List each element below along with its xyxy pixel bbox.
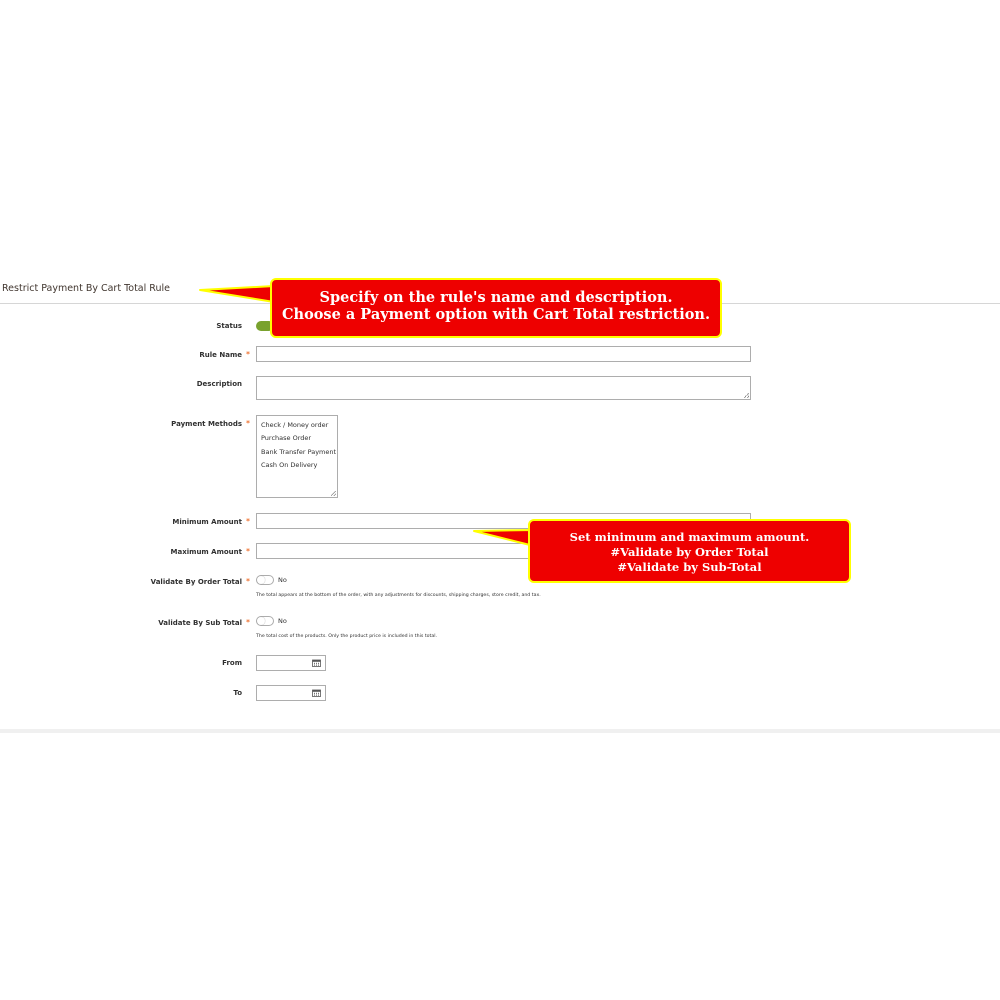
validate-order-total-state: No	[278, 576, 287, 584]
required-marker: *	[246, 350, 250, 359]
maximum-amount-label: Maximum Amount *	[170, 547, 250, 556]
validate-order-total-toggle[interactable]	[256, 575, 274, 585]
description-textarea[interactable]	[256, 376, 751, 400]
description-label: Description	[196, 380, 242, 388]
validate-sub-total-label: Validate By Sub Total *	[158, 618, 250, 627]
annotation-callout-bottom	[528, 519, 851, 583]
callout-bottom-pointer	[470, 524, 536, 558]
status-label: Status	[216, 322, 242, 330]
section-title: Restrict Payment By Cart Total Rule	[2, 283, 170, 294]
required-marker: *	[246, 577, 250, 586]
validate-order-total-note: The total appears at the bottom of the order, with any adjustments for discounts, shipping charges, store credit, and tax.	[256, 593, 541, 598]
callout-bottom-line-2: #Validate by Order Total	[610, 545, 769, 559]
from-label: From	[222, 659, 242, 667]
callout-bottom-line-1: Set minimum and maximum amount.	[569, 530, 810, 544]
annotation-callout-top	[270, 278, 722, 338]
section-footer-divider	[0, 729, 1000, 733]
required-marker: *	[246, 517, 250, 526]
calendar-icon[interactable]	[312, 689, 321, 697]
required-marker: *	[246, 618, 250, 627]
callout-top-pointer	[196, 280, 276, 310]
callout-bottom-line-3: #Validate by Sub-Total	[617, 560, 762, 574]
payment-methods-multiselect[interactable]	[256, 415, 338, 498]
validate-order-total-label: Validate By Order Total *	[150, 577, 250, 586]
payment-option-cash-on-delivery[interactable]: Cash On Delivery	[261, 460, 318, 469]
calendar-icon[interactable]	[312, 659, 321, 667]
rule-name-label: Rule Name *	[199, 350, 250, 359]
to-date-input[interactable]	[256, 685, 326, 701]
payment-option-check-money-order[interactable]: Check / Money order	[261, 421, 329, 429]
to-label: To	[233, 689, 242, 697]
callout-top-line-2: Choose a Payment option with Cart Total restriction.	[282, 306, 710, 323]
payment-methods-label: Payment Methods *	[171, 419, 250, 428]
payment-option-purchase-order[interactable]: Purchase Order	[261, 434, 312, 443]
callout-top-line-1: Specify on the rule's name and description.	[319, 289, 673, 306]
rule-name-input[interactable]	[256, 346, 751, 362]
validate-sub-total-toggle[interactable]	[256, 616, 274, 626]
required-marker: *	[246, 547, 250, 556]
from-date-input[interactable]	[256, 655, 326, 671]
payment-option-bank-transfer[interactable]: Bank Transfer Payment	[261, 447, 337, 456]
validate-sub-total-note: The total cost of the products. Only the product price is included in this total.	[256, 634, 438, 639]
validate-sub-total-state: No	[278, 617, 287, 625]
minimum-amount-label: Minimum Amount *	[172, 517, 250, 526]
required-marker: *	[246, 419, 250, 428]
